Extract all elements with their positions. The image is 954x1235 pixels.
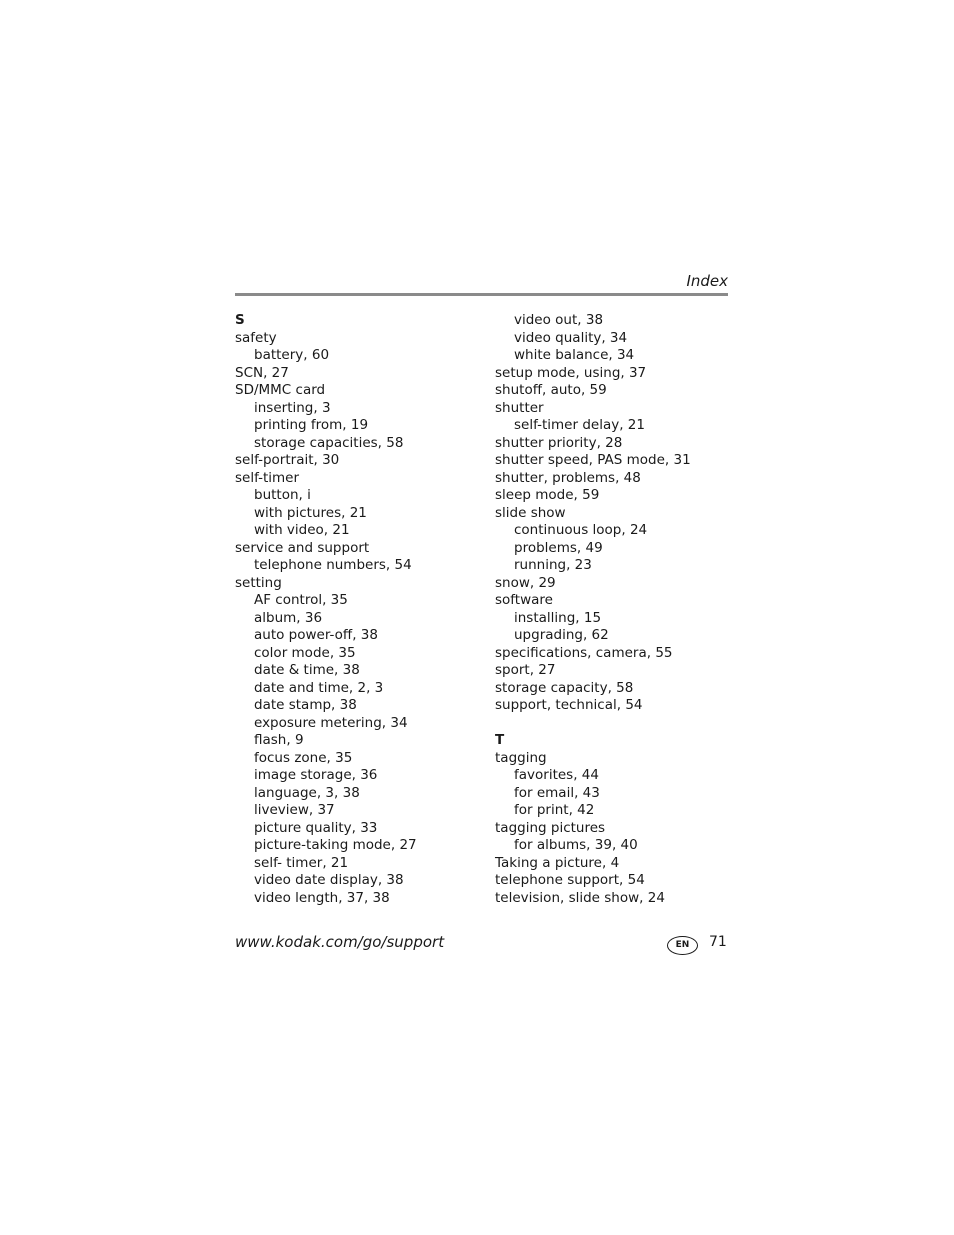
index-entry: shutoff, auto, 59 xyxy=(495,382,607,398)
index-entry: tagging pictures xyxy=(495,819,606,836)
index-section-letter: T xyxy=(495,732,505,748)
index-column-right xyxy=(495,312,735,907)
index-entry: safety xyxy=(235,329,277,346)
index-entry: telephone support, 54 xyxy=(495,872,645,888)
index-entry: SCN, 27 xyxy=(235,364,289,381)
index-subentry: with pictures, 21 xyxy=(254,504,367,521)
index-subentry: printing from, 19 xyxy=(254,417,369,433)
index-entry: specifications, camera, 55 xyxy=(495,644,673,661)
index-subentry: date stamp, 38 xyxy=(254,697,357,713)
index-entry: sleep mode, 59 xyxy=(495,487,600,503)
index-subentry: date & time, 38 xyxy=(254,662,360,678)
index-subentry: image storage, 36 xyxy=(254,767,378,783)
index-subentry: running, 23 xyxy=(514,557,592,573)
index-subentry: color mode, 35 xyxy=(254,644,356,661)
index-entry: shutter, problems, 48 xyxy=(495,469,641,486)
index-subentry: inserting, 3 xyxy=(254,399,331,416)
index-column-left xyxy=(235,312,475,907)
index-subentry: album, 36 xyxy=(254,609,323,626)
index-subentry: upgrading, 62 xyxy=(514,627,609,643)
header-title: Index xyxy=(686,272,728,290)
index-entry: television, slide show, 24 xyxy=(495,889,665,906)
index-subentry: telephone numbers, 54 xyxy=(254,557,412,573)
index-spacer xyxy=(495,715,735,733)
index-subentry: battery, 60 xyxy=(254,347,330,363)
index-entry: snow, 29 xyxy=(495,574,556,591)
index-subentry: video length, 37, 38 xyxy=(254,889,390,906)
index-entry: self-portrait, 30 xyxy=(235,452,340,468)
index-entry: software xyxy=(495,592,553,608)
index-subentry: language, 3, 38 xyxy=(254,784,360,801)
index-subentry: button, i xyxy=(254,487,311,503)
index-entry: service and support xyxy=(235,539,370,556)
header-rule xyxy=(235,293,728,296)
index-entry: storage capacity, 58 xyxy=(495,679,634,696)
index-entry: shutter speed, PAS mode, 31 xyxy=(495,452,691,468)
index-entry: setting xyxy=(235,574,282,591)
index-subentry: self-timer delay, 21 xyxy=(514,417,645,433)
index-subentry: self- timer, 21 xyxy=(254,854,349,871)
index-subentry: favorites, 44 xyxy=(514,767,599,783)
index-subentry: white balance, 34 xyxy=(514,347,635,363)
index-entry: Taking a picture, 4 xyxy=(495,854,620,871)
index-entry: slide show xyxy=(495,504,566,521)
index-subentry: video out, 38 xyxy=(514,312,604,328)
index-subentry: for albums, 39, 40 xyxy=(514,837,638,853)
index-subentry: date and time, 2, 3 xyxy=(254,679,384,696)
index-subentry: focus zone, 35 xyxy=(254,749,353,766)
index-subentry: video date display, 38 xyxy=(254,872,404,888)
index-section-letter: S xyxy=(235,312,245,328)
index-entry: sport, 27 xyxy=(495,662,556,678)
index-entry: setup mode, using, 37 xyxy=(495,364,647,381)
index-subentry: for email, 43 xyxy=(514,784,600,801)
index-subentry: AF control, 35 xyxy=(254,592,348,608)
index-subentry: storage capacities, 58 xyxy=(254,434,404,451)
index-entry: shutter priority, 28 xyxy=(495,434,623,451)
footer-support-url[interactable]: www.kodak.com/go/support xyxy=(235,933,445,951)
index-entry: tagging xyxy=(495,749,547,766)
index-entry: support, technical, 54 xyxy=(495,697,643,713)
index-subentry: video quality, 34 xyxy=(514,329,628,346)
language-badge: EN xyxy=(667,936,698,955)
index-subentry: exposure metering, 34 xyxy=(254,714,408,731)
index-entry: shutter xyxy=(495,399,544,416)
index-subentry: for print, 42 xyxy=(514,802,595,818)
index-subentry: problems, 49 xyxy=(514,539,603,556)
index-entry: SD/MMC card xyxy=(235,382,326,398)
index-subentry: picture quality, 33 xyxy=(254,819,378,836)
index-entry: self-timer xyxy=(235,469,300,486)
index-subentry: flash, 9 xyxy=(254,732,304,748)
index-subentry: installing, 15 xyxy=(514,609,602,626)
index-subentry: with video, 21 xyxy=(254,522,350,538)
index-subentry: picture-taking mode, 27 xyxy=(254,837,417,853)
index-subentry: auto power-off, 38 xyxy=(254,627,378,643)
page-number: 71 xyxy=(709,934,727,950)
index-subentry: liveview, 37 xyxy=(254,802,335,818)
index-subentry: continuous loop, 24 xyxy=(514,522,648,538)
